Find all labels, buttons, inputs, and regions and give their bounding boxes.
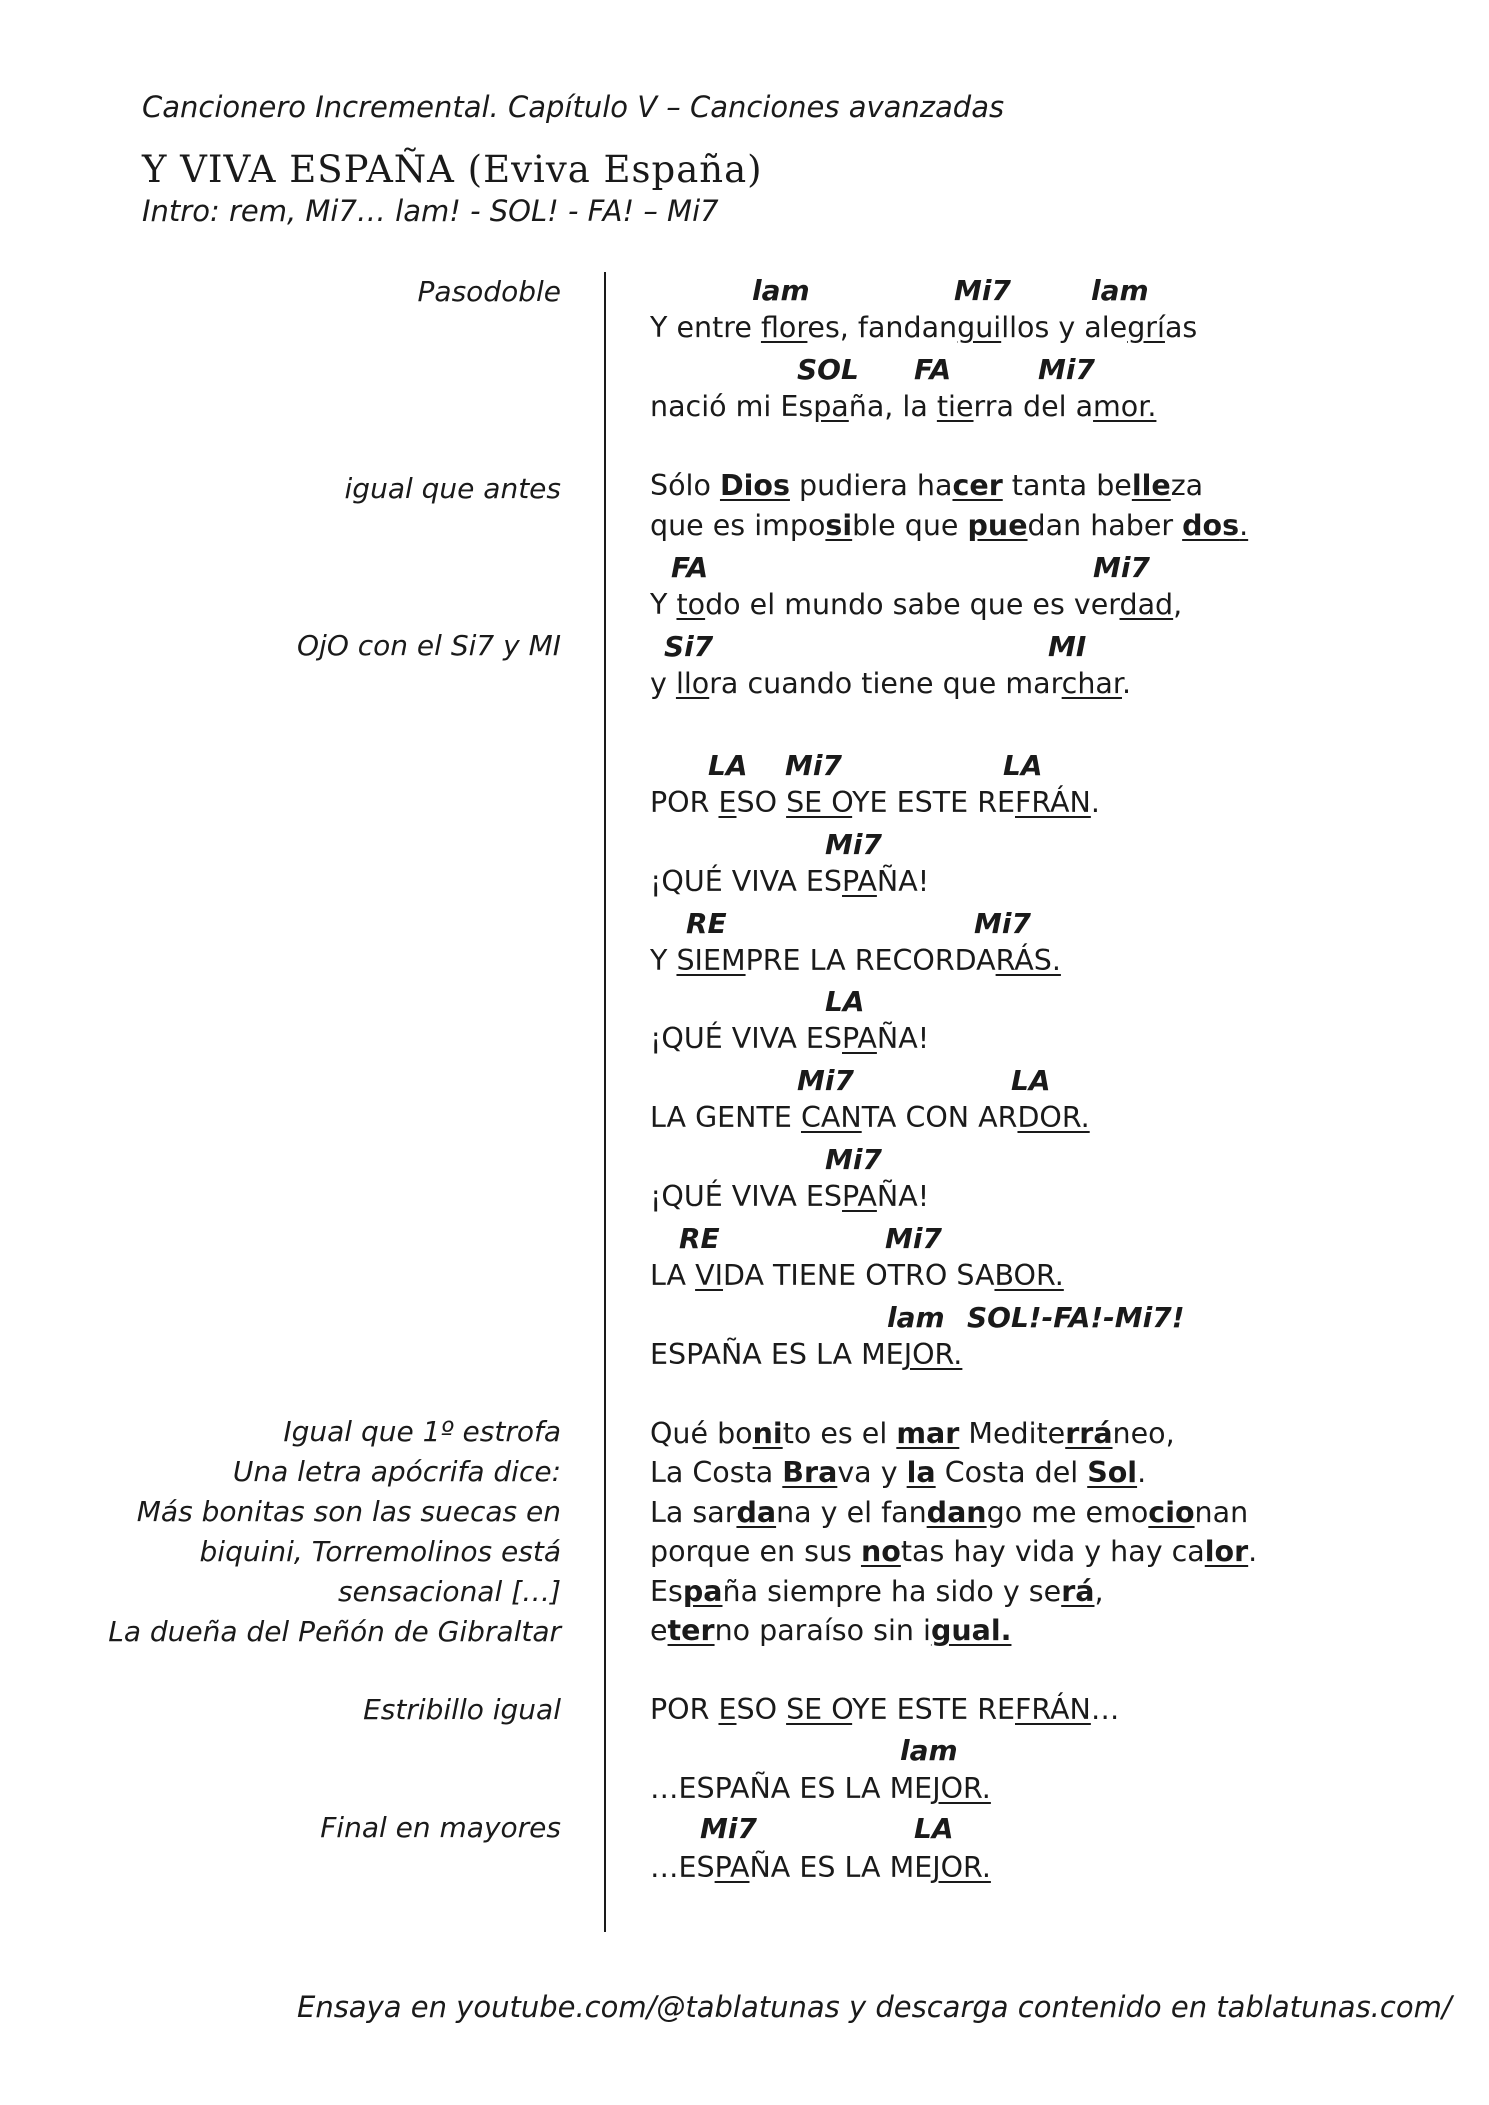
lyric-text: neo, — [1112, 1417, 1175, 1450]
chord: SOL — [797, 353, 859, 386]
lyric-line — [650, 1575, 1104, 1608]
column-divider — [604, 272, 606, 1932]
stressed-syllable-bold: dan — [926, 1496, 987, 1529]
chord: LA — [1003, 749, 1043, 782]
lyric-text: Y — [650, 944, 677, 977]
chord: Mi7 — [825, 1143, 882, 1176]
chord: lam — [1091, 274, 1149, 307]
lyric-text: Sólo — [650, 469, 720, 502]
stressed-syllable: gui — [957, 311, 1002, 344]
lyric-text: ÑA! — [876, 865, 930, 898]
lyric-text: nan — [1194, 1496, 1249, 1529]
lyric-line — [650, 865, 929, 898]
lyric-text: Costa del — [935, 1456, 1088, 1489]
stressed-syllable-bold: no — [860, 1535, 901, 1568]
stressed-syllable: char — [1061, 667, 1122, 700]
note-letra-apocrifa: Una letra apócrifa dice: — [232, 1455, 561, 1488]
chord: SOL!-FA!-Mi7! — [967, 1301, 1185, 1334]
lyric-text: tanta be — [1002, 469, 1132, 502]
lyric-text: TA CON AR — [861, 1101, 1018, 1134]
lyric-text: . — [1137, 1456, 1147, 1489]
stressed-syllable: JOR. — [932, 1851, 991, 1884]
lyric-text: POR — [650, 1693, 719, 1726]
chord: lam — [752, 274, 810, 307]
lyric-text: DA TIENE OTRO SA — [723, 1259, 995, 1292]
stressed-syllable-bold: da — [736, 1496, 777, 1529]
lyric-text: . — [1090, 786, 1100, 819]
chord: Mi7 — [825, 828, 882, 861]
lyric-text: llos y ale — [1001, 311, 1128, 344]
lyric-text: nació mi Es — [650, 390, 814, 423]
lyric-line — [650, 1338, 962, 1371]
stressed-syllable-bold: rá — [1061, 1575, 1095, 1608]
note-pasodoble: Pasodoble — [417, 275, 561, 308]
stressed-syllable: DOR. — [1017, 1101, 1090, 1134]
stressed-syllable: flor — [760, 311, 808, 344]
lyric-text: , — [1094, 1575, 1104, 1608]
stressed-syllable-bold: ni — [752, 1417, 783, 1450]
note-final-en-mayores: Final en mayores — [320, 1811, 561, 1844]
stressed-syllable: E — [718, 786, 737, 819]
lyric-text: La sar — [650, 1496, 737, 1529]
stressed-syllable: FRÁN — [1015, 1693, 1091, 1726]
stressed-syllable: PA — [714, 1851, 750, 1884]
note-apocrifa-line-2: biquini, Torremolinos está — [199, 1535, 561, 1568]
lyric-line — [650, 786, 1100, 819]
note-igual-que-antes: igual que antes — [344, 472, 561, 505]
chord: MI — [1048, 630, 1087, 663]
lyric-text: no paraíso sin i — [714, 1614, 931, 1647]
stressed-syllable-bold: dos — [1182, 509, 1240, 542]
chord: Mi7 — [1038, 353, 1095, 386]
lyric-text: tas hay vida y hay ca — [900, 1535, 1205, 1568]
footer-note: Ensaya en youtube.com/@tablatunas y descarga contenido en tablatunas.com/ — [297, 1990, 1452, 2024]
stressed-syllable: FRÁN — [1015, 786, 1091, 819]
lyric-line — [650, 390, 1156, 423]
stressed-syllable: to — [676, 588, 706, 621]
lyric-text: La Costa — [650, 1456, 783, 1489]
lyric-line — [650, 667, 1131, 700]
lyric-text: POR — [650, 786, 719, 819]
chord: Si7 — [664, 630, 714, 663]
stressed-syllable: pa — [813, 390, 849, 423]
lyric-text: … — [1090, 1693, 1120, 1726]
lyric-text: YE ESTE RE — [852, 786, 1015, 819]
lyric-text: YE ESTE RE — [852, 1693, 1015, 1726]
stressed-syllable: llo — [675, 667, 710, 700]
lyric-text: va y — [837, 1456, 907, 1489]
lyric-text: ña, la — [848, 390, 937, 423]
lyric-text: que es impo — [650, 509, 826, 542]
stressed-syllable: JOR. — [903, 1338, 963, 1371]
song-title: Y VIVA ESPAÑA (Eviva España) — [142, 148, 763, 191]
lyric-text: …ES — [650, 1851, 715, 1884]
stressed-syllable: SE O — [786, 1693, 853, 1726]
lyric-text: Qué bo — [650, 1417, 753, 1450]
chord: Mi7 — [885, 1222, 942, 1255]
lyric-line — [650, 1851, 991, 1884]
stressed-syllable: PA — [842, 1022, 877, 1055]
stressed-syllable-bold: ter — [667, 1614, 715, 1647]
lyric-text: na y el fan — [776, 1496, 927, 1529]
lyric-line — [650, 469, 1203, 502]
stressed-syllable-bold: mar — [896, 1417, 960, 1450]
intro-chords: Intro: rem, Mi7… lam! - SOL! - FA! – Mi7 — [142, 194, 719, 228]
stressed-syllable: dad — [1119, 588, 1174, 621]
lyric-line — [650, 1417, 1175, 1450]
lyric-line — [650, 1180, 929, 1213]
lyric-text: ¡QUÉ VIVA ES — [650, 1022, 843, 1055]
lyric-text: rra del a — [973, 390, 1094, 423]
note-apocrifa-line-4: La dueña del Peñón de Gibraltar — [108, 1615, 561, 1648]
lyric-text: as — [1164, 311, 1198, 344]
stressed-syllable: PA — [842, 1180, 877, 1213]
stressed-syllable-bold: la — [906, 1456, 936, 1489]
chord: RE — [679, 1222, 720, 1255]
lyric-text: Medite — [959, 1417, 1066, 1450]
lyric-text: dan haber — [1027, 509, 1183, 542]
lyric-text: LA — [650, 1259, 696, 1292]
lyric-text: Y entre — [650, 311, 761, 344]
stressed-syllable-bold: cio — [1148, 1496, 1195, 1529]
lyric-line — [650, 1101, 1090, 1134]
stressed-syllable-bold: lor — [1204, 1535, 1249, 1568]
lyric-line — [650, 1456, 1146, 1489]
chord: FA — [671, 551, 709, 584]
chord: Mi7 — [785, 749, 842, 782]
lyric-text: pudiera ha — [789, 469, 953, 502]
chord: Mi7 — [954, 274, 1011, 307]
lyric-text: es, fandan — [807, 311, 958, 344]
chord: Mi7 — [700, 1812, 757, 1845]
stressed-syllable: tie — [936, 390, 974, 423]
stressed-syllable-bold: cer — [952, 469, 1003, 502]
lyric-text: ESPAÑA ES LA ME — [650, 1338, 904, 1371]
lyric-line — [650, 509, 1248, 542]
chord: lam — [887, 1301, 945, 1334]
stressed-syllable: mor. — [1093, 390, 1157, 423]
stressed-syllable: SIEM — [676, 944, 746, 977]
chord: LA — [914, 1812, 954, 1845]
stressed-syllable: SE O — [786, 786, 853, 819]
stressed-syllable: PA — [842, 865, 877, 898]
lyric-text: do el mundo sabe que es ver — [705, 588, 1120, 621]
lyric-text: ÑA! — [876, 1022, 930, 1055]
book-header: Cancionero Incremental. Capítulo V – Canciones avanzadas — [142, 90, 1005, 124]
chord: Mi7 — [1093, 551, 1150, 584]
stressed-syllable: grí — [1127, 311, 1165, 344]
lyric-line — [650, 1772, 991, 1805]
lyric-text: SO — [736, 786, 787, 819]
lyric-text: Y — [650, 588, 677, 621]
lyric-text: to es el — [782, 1417, 897, 1450]
stressed-syllable-bold: lle — [1131, 469, 1171, 502]
stressed-syllable-bold: rrá — [1065, 1417, 1113, 1450]
lyric-text: ÑA! — [876, 1180, 930, 1213]
lyric-text: go me emo — [986, 1496, 1149, 1529]
chord: RE — [686, 907, 727, 940]
chord: FA — [914, 353, 952, 386]
lyric-text: SO — [736, 1693, 787, 1726]
stressed-syllable-bold: gual. — [930, 1614, 1012, 1647]
lyric-line — [650, 588, 1182, 621]
lyric-text: ÑA ES LA ME — [749, 1851, 933, 1884]
lyric-text: ¡QUÉ VIVA ES — [650, 865, 843, 898]
note-apocrifa-line-3: sensacional […] — [337, 1575, 561, 1608]
stressed-syllable-bold: pa — [682, 1575, 723, 1608]
lyric-line — [650, 944, 1061, 977]
chord: LA — [708, 749, 748, 782]
stressed-syllable: RÁS. — [995, 944, 1061, 977]
chord: LA — [1011, 1064, 1051, 1097]
lyric-line — [650, 1496, 1248, 1529]
lyric-line — [650, 1614, 1011, 1647]
stressed-syllable-bold: Bra — [782, 1456, 838, 1489]
note-apocrifa-line-1: Más bonitas son las suecas en — [136, 1495, 561, 1528]
stressed-syllable-bold: Dios — [719, 469, 790, 502]
stressed-syllable: CAN — [800, 1101, 862, 1134]
lyric-line — [650, 1693, 1119, 1726]
chord: Mi7 — [974, 907, 1031, 940]
lyric-text: PRE LA RECORDA — [745, 944, 996, 977]
lyric-line — [650, 1535, 1257, 1568]
lyric-text: e — [650, 1614, 668, 1647]
stressed-syllable-bold: Sol — [1087, 1456, 1138, 1489]
stressed-syllable: E — [718, 1693, 737, 1726]
stressed-syllable: VI — [695, 1259, 723, 1292]
lyric-text: LA GENTE — [650, 1101, 801, 1134]
lyric-text: …ESPAÑA ES LA ME — [650, 1772, 933, 1805]
note-estribillo-igual: Estribillo igual — [363, 1693, 561, 1726]
stressed-syllable: . — [1239, 509, 1249, 542]
stressed-syllable: JOR. — [932, 1772, 991, 1805]
lyric-text: Es — [650, 1575, 683, 1608]
lyric-text: ¡QUÉ VIVA ES — [650, 1180, 843, 1213]
lyric-text: . — [1248, 1535, 1258, 1568]
stressed-syllable: BOR. — [994, 1259, 1064, 1292]
note-igual-primera-estrofa: Igual que 1º estrofa — [283, 1415, 561, 1448]
lyric-text: . — [1121, 667, 1132, 700]
lyric-text: ra cuando tiene que mar — [709, 667, 1062, 700]
lyric-text: za — [1170, 469, 1204, 502]
chord: lam — [900, 1734, 958, 1767]
stressed-syllable-bold: si — [825, 509, 853, 542]
chord: Mi7 — [797, 1064, 854, 1097]
lyric-line — [650, 1259, 1064, 1292]
chord: LA — [825, 985, 865, 1018]
lyric-line — [650, 1022, 929, 1055]
lyric-text: ble que — [852, 509, 968, 542]
note-ojo-si7-mi: OjO con el Si7 y MI — [297, 629, 561, 662]
lyric-text: porque en sus — [650, 1535, 861, 1568]
lyric-text: , — [1173, 588, 1183, 621]
lyric-text: ña siempre ha sido y se — [722, 1575, 1062, 1608]
lyric-line — [650, 311, 1197, 344]
lyric-text: y — [650, 667, 676, 700]
stressed-syllable-bold: pue — [967, 509, 1028, 542]
